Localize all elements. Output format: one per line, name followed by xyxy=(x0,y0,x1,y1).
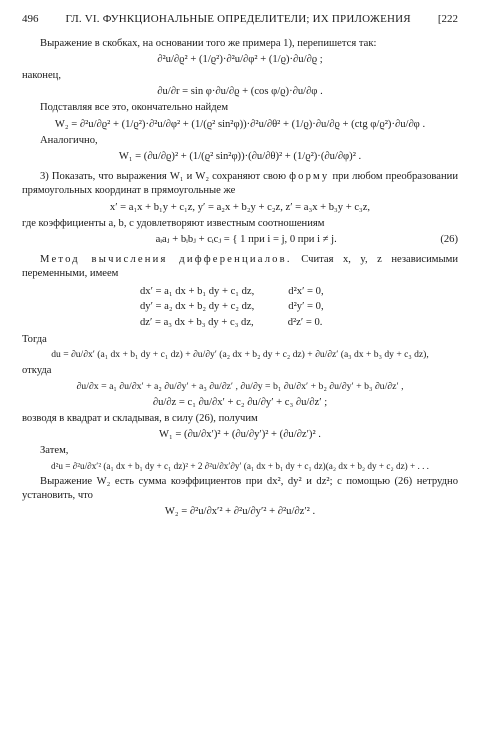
paragraph-1: Выражение в скобках, на основании того же примера 1), перепишется так: xyxy=(40,37,377,49)
system-row-1-left: dx′ = a₁ dx + b₁ dy + c₁ dz, xyxy=(140,285,255,297)
equation-5: x′ = a₁x + b₁y + c₁z, y′ = a₂x + b₂y + c₂z, z′ = a₃x + b₃y + c₃z, xyxy=(109,201,371,213)
paragraph-7-text: Считая x, y, z независимыми переменными, имеем xyxy=(22,254,458,280)
equation-2: ∂u/∂r = sin φ·∂u/∂ϱ + (cos φ/ϱ)·∂u/∂φ . xyxy=(157,86,323,98)
equation-11: d²u = ∂²u/∂x′² (a₁ dx + b₁ dy + c₁ dz)² + 2 ∂²u/∂x′∂y′ (a₁ dx + b₁ dy + c₁ dz)(a₂ dx + b₂ dy + c₂ dz) + . . . xyxy=(51,461,429,472)
paragraph-6: где коэффициенты a, b, c удовлетворяют известным соотношениям xyxy=(22,217,325,229)
system-row-3 xyxy=(140,315,458,331)
equation-7: du = ∂u/∂x′ (a₁ dx + b₁ dy + c₁ dz) + ∂u/∂y′ (a₂ dx + b₂ dy + c₂ dz) + ∂u/∂z′ (a₃ dx + b₃ dy + c₃ dz), xyxy=(51,349,429,361)
equation-8: ∂u/∂x = a₁ ∂u/∂x′ + a₂ ∂u/∂y′ + a₃ ∂u/∂z′ , ∂u/∂y = b₁ ∂u/∂x′ + b₂ ∂u/∂y′ + b₃ ∂u/∂z′ , xyxy=(76,381,404,393)
paragraph-5-start: 3) Показать, что выражения W₁ и W₂ сохраняют свою xyxy=(40,171,290,183)
paragraph-12: Выражение W₂ есть сумма коэффициентов при dx², dy² и dz²; с помощью (26) нетрудно установить, что xyxy=(22,475,458,501)
system-row-1-right: d²x′ = 0, xyxy=(288,285,324,297)
paragraph-11: Затем, xyxy=(40,445,69,457)
equation-6: aᵢaⱼ + bᵢbⱼ + cᵢcⱼ = { 1 при i = j, 0 при i ≠ j. xyxy=(155,233,337,245)
equation-9: ∂u/∂z = c₁ ∂u/∂x′ + c₂ ∂u/∂y′ + c₃ ∂u/∂z′ ; xyxy=(152,396,328,408)
paragraph-9: откуда xyxy=(22,365,52,377)
running-header xyxy=(22,12,458,27)
paragraph-7 xyxy=(22,253,458,281)
system-row-2-right: d²y′ = 0, xyxy=(288,301,324,313)
system-row-1 xyxy=(140,284,458,300)
equation-10: W₁ = (∂u/∂x′)² + (∂u/∂y′)² + (∂u/∂z′)² . xyxy=(159,428,321,440)
equation-number-26: (26) xyxy=(440,233,458,245)
system-row-2-left: dy′ = a₂ dx + b₂ dy + c₂ dz, xyxy=(140,301,255,313)
system-row-2 xyxy=(140,299,458,315)
section-number: [222 xyxy=(437,13,458,25)
emphasis-form: форму xyxy=(289,171,330,183)
paragraph-3: Подставляя все это, окончательно найдем xyxy=(40,102,229,114)
method-heading: Метод вычисления дифференциалов. xyxy=(40,254,292,266)
equation-4: W₁ = (∂u/∂ϱ)² + (1/(ϱ² sin²φ))·(∂u/∂θ)² + (1/ϱ²)·(∂u/∂φ)² . xyxy=(118,151,362,163)
differential-system xyxy=(140,284,458,332)
paragraph-5-end: при любом преобразовании прямоугольных координат в прямоугольные же xyxy=(22,171,458,197)
page-number: 496 xyxy=(22,13,39,25)
running-title: ГЛ. VI. ФУНКЦИОНАЛЬНЫЕ ОПРЕДЕЛИТЕЛИ; ИХ ПРИЛОЖЕНИЯ xyxy=(65,13,411,25)
equation-12: W₂ = ∂²u/∂x′² + ∂²u/∂y′² + ∂²u/∂z′² . xyxy=(164,506,316,518)
paragraph-2: наконец, xyxy=(22,70,61,82)
system-row-3-right: d²z′ = 0. xyxy=(287,317,323,329)
equation-3: W₂ = ∂²u/∂ϱ² + (1/ϱ²)·∂²u/∂φ² + (1/(ϱ² sin²φ))·∂²u/∂θ² + (1/ϱ)·∂u/∂ϱ + (ctg φ/ϱ²)·∂u/∂φ . xyxy=(54,118,426,130)
paragraph-10: возводя в квадрат и складывая, в силу (26), получим xyxy=(22,412,258,424)
equation-6-row xyxy=(22,233,458,247)
paragraph-4: Аналогично, xyxy=(40,134,98,146)
equation-1: ∂²u/∂ϱ² + (1/ϱ²)·∂²u/∂φ² + (1/ϱ)·∂u/∂ϱ ; xyxy=(157,53,323,65)
paragraph-8: Тогда xyxy=(22,334,47,346)
paragraph-5 xyxy=(22,170,458,198)
system-row-3-left: dz′ = a₃ dx + b₃ dy + c₃ dz, xyxy=(140,317,254,329)
